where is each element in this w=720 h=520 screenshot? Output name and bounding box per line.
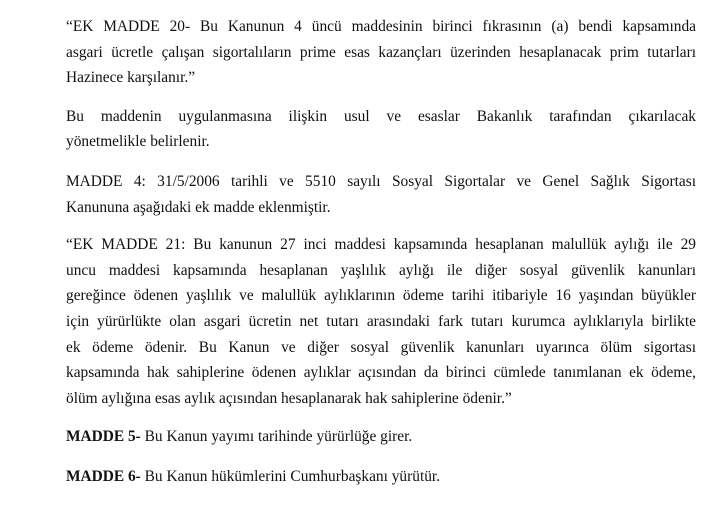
paragraph-madde-5 — [66, 424, 696, 450]
text-line: MADDE 4: 31/5/2006 tarihli ve 5510 sayılı Sosyal Sigortalar ve Genel Sağlık Sigortası — [66, 172, 696, 190]
text-line: için yürürlükte olan asgari ücretin net tutarı arasındaki fark tutarı kurumca aylıklarıyla birlikte — [66, 312, 696, 330]
paragraph-ek-madde-20 — [66, 14, 696, 91]
article-text: Bu Kanun yayımı tarihinde yürürlüğe girer. — [140, 428, 413, 446]
text-line: kapsamında hak sahiplerine ödenen aylıklar açısından da birinci cümlede tanımlanan ek ödeme, — [66, 364, 696, 382]
text-line: “EK MADDE 21: Bu kanunun 27 inci maddesi kapsamında hesaplanan malullük aylığı ile 29 — [66, 236, 696, 254]
text-line: gereğince ödenen yaşlılık ve malullük aylıklarının ödeme tarihi itibariyle 16 yaşından büyükler — [66, 287, 696, 305]
text-line: asgari ücretle çalışan sigortalıların prime esas kazançları üzerinden hesaplanacak prim tutarları — [66, 43, 696, 61]
text-line: “EK MADDE 20- Bu Kanunun 4 üncü maddesinin birinci fıkrasının (a) bendi kapsamında — [66, 18, 696, 35]
text-line: uncu maddesi kapsamında hesaplanan yaşlılık aylığı ile diğer sosyal güvenlik kanunları — [66, 261, 696, 279]
paragraph-madde-6 — [66, 464, 696, 490]
text-line — [66, 424, 696, 450]
text-line: Hazinece karşılanır.” — [66, 69, 196, 87]
text-line: ek ödeme ödenir. Bu Kanun ve diğer sosyal güvenlik kanunları uyarınca ölüm sigortası — [66, 338, 696, 356]
text-line: yönetmelikle belirlenir. — [66, 133, 210, 151]
article-label: MADDE 5- — [66, 428, 141, 446]
text-line: Bu maddenin uygulanmasına ilişkin usul ve esaslar Bakanlık tarafından çıkarılacak — [66, 107, 696, 125]
text-line — [66, 464, 696, 490]
document-page — [66, 14, 696, 490]
text-line: Kanununa aşağıdaki ek madde eklenmiştir. — [66, 198, 331, 216]
text-line: ölüm aylığına esas aylık açısından hesaplanarak hak sahiplerine ödenir.” — [66, 389, 512, 407]
paragraph-ek-madde-21 — [66, 232, 696, 411]
article-text: Bu Kanun hükümlerini Cumhurbaşkanı yürütür. — [140, 467, 441, 485]
paragraph-madde-4 — [66, 169, 696, 220]
article-label: MADDE 6- — [66, 467, 141, 485]
paragraph-usul-esaslar — [66, 104, 696, 155]
